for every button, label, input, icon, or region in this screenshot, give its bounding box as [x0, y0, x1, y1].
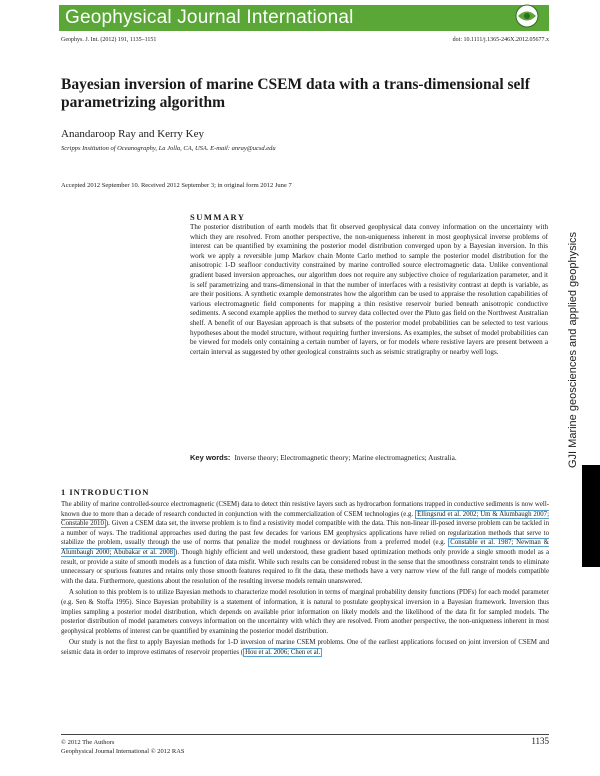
intro-body [61, 500, 549, 660]
intro-paragraph-2: A solution to this problem is to utilize Bayesian methods to characterize model resolution in terms of marginal probability density functions (PDFs) for each model parameter (e.g. Sen & Stoffa 1995). Since Bayesian probability is a statement of information, it is natural to postulate geophysical inversion in a Bayesian framework. Inversion thus implies sampling a posterior model distribution, which depends on available prior information on likely models and the likelihood of the data fit for sampled models. The posterior distribution of model parameters conveys information on the uncertainty with which they are resolved. From another perspective, the non-uniqueness inherent in most geophysical problems of interest can be quantified by examining the posterior model distribution. [61, 589, 549, 635]
article-authors: Anandaroop Ray and Kerry Key [61, 128, 204, 140]
footer-divider [61, 734, 549, 735]
intro-paragraph-1 [61, 500, 549, 586]
footer-copyright [61, 738, 185, 756]
citation-link[interactable]: Ellingsrud et al. 2002; Um & Alumbaugh 2007; Constable 2010 [61, 510, 549, 528]
section-tab-marker [582, 465, 600, 567]
intro-p3-part-a: Our study is not the first to apply Bayesian methods for 1-D inversion of marine CSEM problems. One of the earliest applications focused on joint inversion of CSEM and seismic data in order to improve estimates of reservoir properties ( [61, 639, 549, 656]
copyright-authors: © 2012 The Authors [61, 739, 115, 746]
citation-link[interactable]: Constable et al. 1987; Newman & Alumbaugh 2000; Abubakar et al. 2008 [61, 539, 550, 556]
summary-text: The posterior distribution of earth models that fit observed geophysical data convey information on the uncertainty with which they are resolved. From another perspective, the non-uniqueness inherent in most geophysical inverse problems of interest can be quantified by examining the posterior model distribution converged upon by a Bayesian inversion. In this work we apply a reversible jump Markov chain Monte Carlo method to sample the posterior model distribution for the anisotropic 1-D seafloor conductivity constrained by marine controlled source electromagnetic data. Unlike conventional gradient based inversion approaches, our algorithm does not require any subjective choice of regularization parameter, and it is self parametrizing and trans-dimensional in that the number of interfaces with a resistivity contrast at depth is variable, as are their positions. A synthetic example demonstrates how the algorithm can be used to appraise the resolution capabilities of various electromagnetic field components for mapping a thin resistive reservoir buried beneath anisotropic conductive sediments. A second example applies the method to survey data collected over the Pluto gas field on the Northwest Australian shelf. A benefit of our Bayesian approach is that subsets of the posterior model probabilities can be selected to test various hypotheses about the model structure, without requiring further inversions. As examples, the subset of model probabilities can be viewed for models only containing a certain number of layers, or for models where resistive layers are present between a certain interval as suggested by other geological constraints such as seismic stratigraphy or nearby well logs. [190, 223, 548, 356]
journal-citation: Geophys. J. Int. (2012) 191, 1135–1151 [61, 37, 157, 43]
summary-heading: SUMMARY [190, 212, 246, 222]
copyright-journal: Geophysical Journal International © 2012 RAS [61, 748, 185, 755]
page-number: 1135 [531, 736, 549, 746]
journal-title: Geophysical Journal International [65, 7, 354, 28]
journal-logo-icon [510, 3, 544, 29]
author-affiliation: Scripps Institution of Oceanography, La Jolla, CA, USA. E-mail: anray@ucsd.edu [61, 145, 276, 152]
intro-p1-part-b: ). Given a CSEM data set, the inverse problem is to find a resistivity model compatible with the data. This non-linear ill-posed inverse problem can be tackled in a number of ways. The traditional approaches used during the past few decades for various EM geophysics applications have relied on regularization methods that serve to stabilize the problem, usually through the use of norms that penalize the model roughness or deviations from a preferred model (e.g. [61, 520, 549, 547]
intro-paragraph-3 [61, 638, 549, 657]
keywords-list: Inverse theory; Electromagnetic theory; Marine electromagnetics; Australia. [234, 453, 457, 462]
keywords [190, 453, 548, 463]
intro-heading: 1 INTRODUCTION [61, 487, 150, 497]
intro-p1-part-a: The ability of marine controlled-source electromagnetic (CSEM) data to detect thin resistive layers such as hydrocarbon formations trapped in conductive sediments is now well-known due to more than a decade of research conducted in conjunction with the commercialization of CSEM technologies (e.g. [61, 501, 549, 518]
intro-p1-part-c: ). Though highly efficient and well understood, these gradient based optimization methods only provide a single smooth model as a result, or provide a suite of smooth models as a function of data misfit. While such results can be considered robust in the sense that the smoothness constraint tends to eliminate unnecessary or spurious features and retains only those smooth features required to fit the data, these methods have a very narrow view of the full range of models compatible with the data. Furthermore, questions about the resolution of the resulting inverse models remain unanswered. [61, 548, 550, 585]
publication-history: Accepted 2012 September 10. Received 2012 September 3; in original form 2012 June 7 [61, 182, 292, 189]
section-side-label: GJI Marine geosciences and applied geophysics [567, 231, 579, 468]
article-title: Bayesian inversion of marine CSEM data with a trans-dimensional self parametrizing algorithm [61, 76, 530, 111]
journal-banner [59, 5, 549, 31]
citation-link[interactable]: Hou et al. 2006; Chen et al. [245, 648, 321, 656]
doi[interactable]: doi: 10.1111/j.1365-246X.2012.05677.x [452, 37, 549, 43]
keywords-label: Key words: [190, 453, 231, 462]
